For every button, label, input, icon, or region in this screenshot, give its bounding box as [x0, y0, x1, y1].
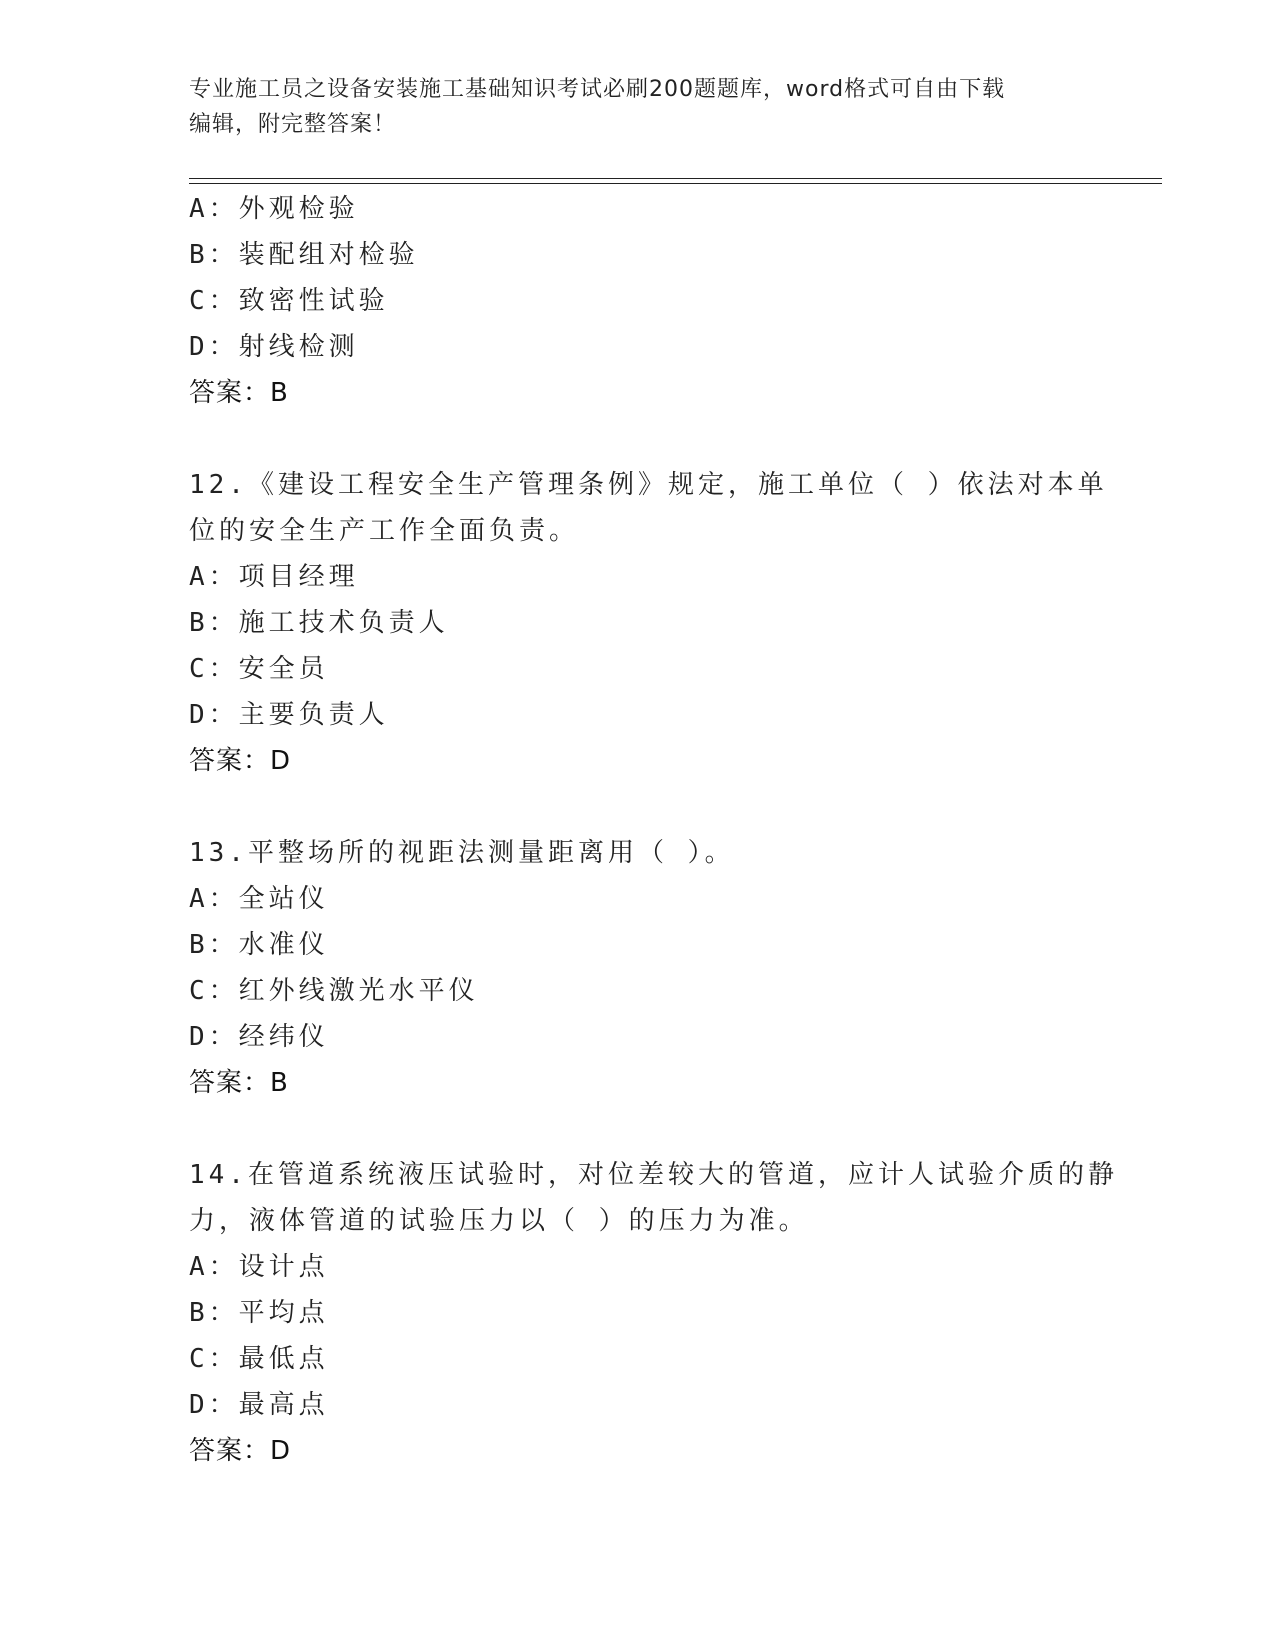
option-d: D：最高点 — [189, 1390, 329, 1420]
option-b: B：装配组对检验 — [189, 240, 419, 270]
answer-line: 答案：D — [189, 746, 292, 776]
question-11 — [189, 186, 1089, 416]
question-13 — [189, 830, 1089, 1106]
answer-line: 答案：B — [189, 378, 289, 408]
option-b: B：水准仪 — [189, 930, 329, 960]
option-c: C：致密性试验 — [189, 286, 389, 316]
option-a: A：项目经理 — [189, 562, 359, 592]
answer-line: 答案：B — [189, 1068, 289, 1098]
question-stem-line-1: 14.在管道系统液压试验时，对位差较大的管道，应计人试验介质的静 — [189, 1160, 1118, 1190]
document-header — [189, 72, 1069, 142]
option-c: C：最低点 — [189, 1344, 329, 1374]
header-title-line-2: 编辑，附完整答案！ — [189, 112, 397, 137]
option-b: B：施工技术负责人 — [189, 608, 449, 638]
header-title-line-1: 专业施工员之设备安装施工基础知识考试必刷200题题库，word格式可自由下载 — [189, 77, 1006, 102]
option-d: D：射线检测 — [189, 332, 359, 362]
answer-line: 答案：D — [189, 1436, 292, 1466]
option-a: A：外观检验 — [189, 194, 359, 224]
question-stem-line-1: 12.《建设工程安全生产管理条例》规定，施工单位（ ）依法对本单 — [189, 470, 1108, 500]
option-a: A：全站仪 — [189, 884, 329, 914]
question-14 — [189, 1152, 1118, 1474]
header-rule-bottom — [189, 183, 1162, 184]
option-d: D：主要负责人 — [189, 700, 389, 730]
spacer — [189, 784, 1089, 830]
option-b: B：平均点 — [189, 1298, 329, 1328]
question-list — [189, 186, 1118, 1474]
question-stem-line-2: 力，液体管道的试验压力以（ ）的压力为准。 — [189, 1206, 809, 1236]
header-rule-top — [189, 178, 1162, 179]
spacer — [189, 416, 1089, 462]
option-c: C：红外线激光水平仪 — [189, 976, 479, 1006]
question-stem-line-1: 13.平整场所的视距法测量距离用（ ）。 — [189, 838, 735, 868]
option-c: C：安全员 — [189, 654, 329, 684]
question-stem-line-2: 位的安全生产工作全面负责。 — [189, 516, 580, 546]
question-12 — [189, 462, 1108, 784]
spacer — [189, 1106, 1089, 1152]
option-d: D：经纬仪 — [189, 1022, 329, 1052]
option-a: A：设计点 — [189, 1252, 329, 1282]
